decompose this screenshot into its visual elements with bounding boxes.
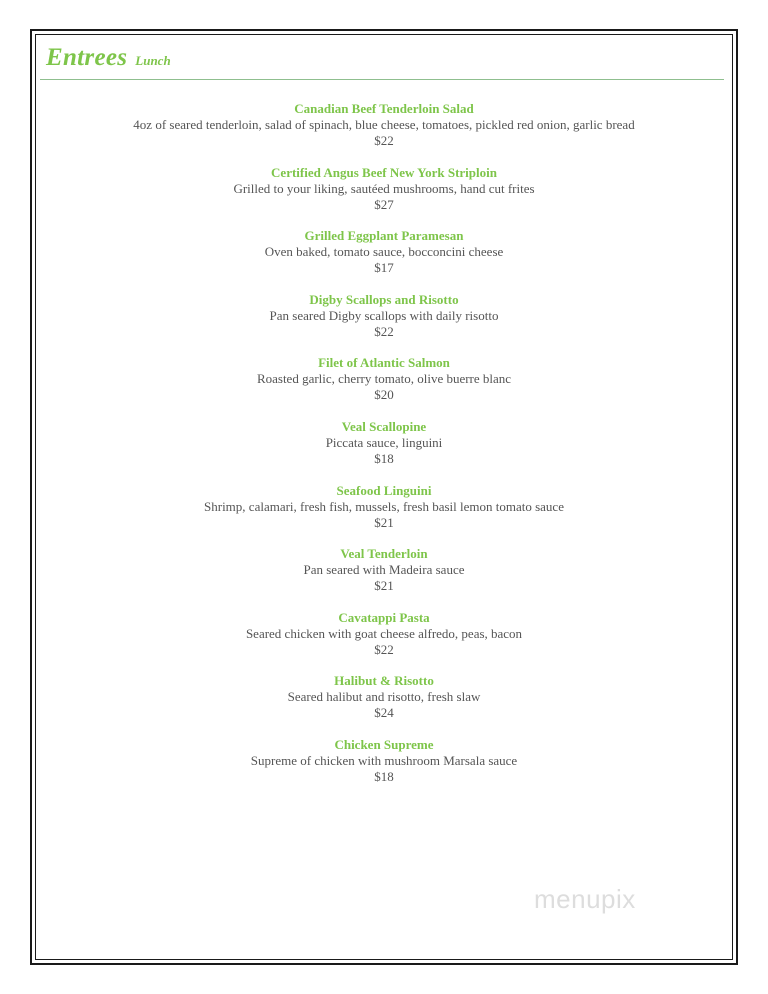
- menu-item: [40, 483, 728, 547]
- menu-item-description: Seared chicken with goat cheese alfredo, peas, bacon: [245, 625, 523, 641]
- menu-item-description: Supreme of chicken with mushroom Marsala sauce: [250, 752, 518, 768]
- menu-item-price: $21: [374, 514, 394, 530]
- menu-item: [40, 610, 728, 674]
- menu-item-description: Grilled to your liking, sautéed mushrooms, hand cut frites: [233, 180, 535, 196]
- menu-item-description: Shrimp, calamari, fresh fish, mussels, fresh basil lemon tomato sauce: [204, 498, 564, 514]
- menu-item-name: Grilled Eggplant Paramesan: [304, 228, 464, 244]
- menu-item-name: Veal Tenderloin: [340, 546, 428, 562]
- menu-item-price: $17: [374, 260, 394, 276]
- menu-item: [40, 673, 728, 737]
- menu-item-description: Oven baked, tomato sauce, bocconcini cheese: [264, 244, 504, 260]
- menu-item-price: $18: [374, 450, 394, 466]
- menu-item: [40, 228, 728, 292]
- menu-item-price: $20: [374, 387, 394, 403]
- menu-item: [40, 546, 728, 610]
- menu-header: [46, 44, 171, 72]
- menu-item-name: Chicken Supreme: [334, 736, 434, 752]
- menu-item-description: Seared halibut and risotto, fresh slaw: [287, 689, 481, 705]
- menu-item-price: $22: [374, 641, 394, 657]
- menu-item-name: Filet of Atlantic Salmon: [318, 355, 450, 371]
- menu-item: [40, 419, 728, 483]
- menu-item: [40, 737, 728, 801]
- menu-item: [40, 165, 728, 229]
- watermark: [520, 880, 720, 915]
- menu-item-name: Seafood Linguini: [336, 482, 432, 498]
- menu-item-description: 4oz of seared tenderloin, salad of spinach, blue cheese, tomatoes, pickled red onion, garlic bread: [133, 117, 635, 132]
- menu-item-name: Canadian Beef Tenderloin Salad: [294, 101, 474, 116]
- menu-item-name: Halibut & Risotto: [334, 673, 434, 689]
- watermark-logo: menupix: [534, 884, 636, 914]
- menu-item-price: $18: [374, 768, 394, 784]
- menu-item-price: $27: [374, 196, 394, 212]
- section-subtitle: Lunch: [135, 53, 171, 68]
- menu-item-price: $24: [374, 705, 394, 721]
- menu-item-price: $22: [374, 323, 394, 339]
- menu-item: [40, 292, 728, 356]
- menu-item-description: Pan seared with Madeira sauce: [303, 562, 465, 578]
- menu-item-name: Cavatappi Pasta: [338, 609, 430, 625]
- menu-item: [40, 101, 728, 165]
- menu-item-name: Digby Scallops and Risotto: [309, 291, 459, 307]
- menu-item-description: Piccata sauce, linguini: [325, 434, 443, 450]
- menu-item: [40, 355, 728, 419]
- header-divider: [40, 79, 724, 80]
- section-title: Entrees: [46, 44, 128, 71]
- menu-item-price: $21: [374, 578, 394, 594]
- menu-item-name: Veal Scallopine: [341, 418, 427, 434]
- menu-list: [40, 101, 728, 801]
- menu-item-description: Roasted garlic, cherry tomato, olive buerre blanc: [256, 371, 512, 387]
- menu-item-description: Pan seared Digby scallops with daily risotto: [269, 307, 499, 323]
- menu-item-name: Certified Angus Beef New York Striploin: [271, 164, 497, 180]
- menu-item-price: $22: [374, 133, 394, 148]
